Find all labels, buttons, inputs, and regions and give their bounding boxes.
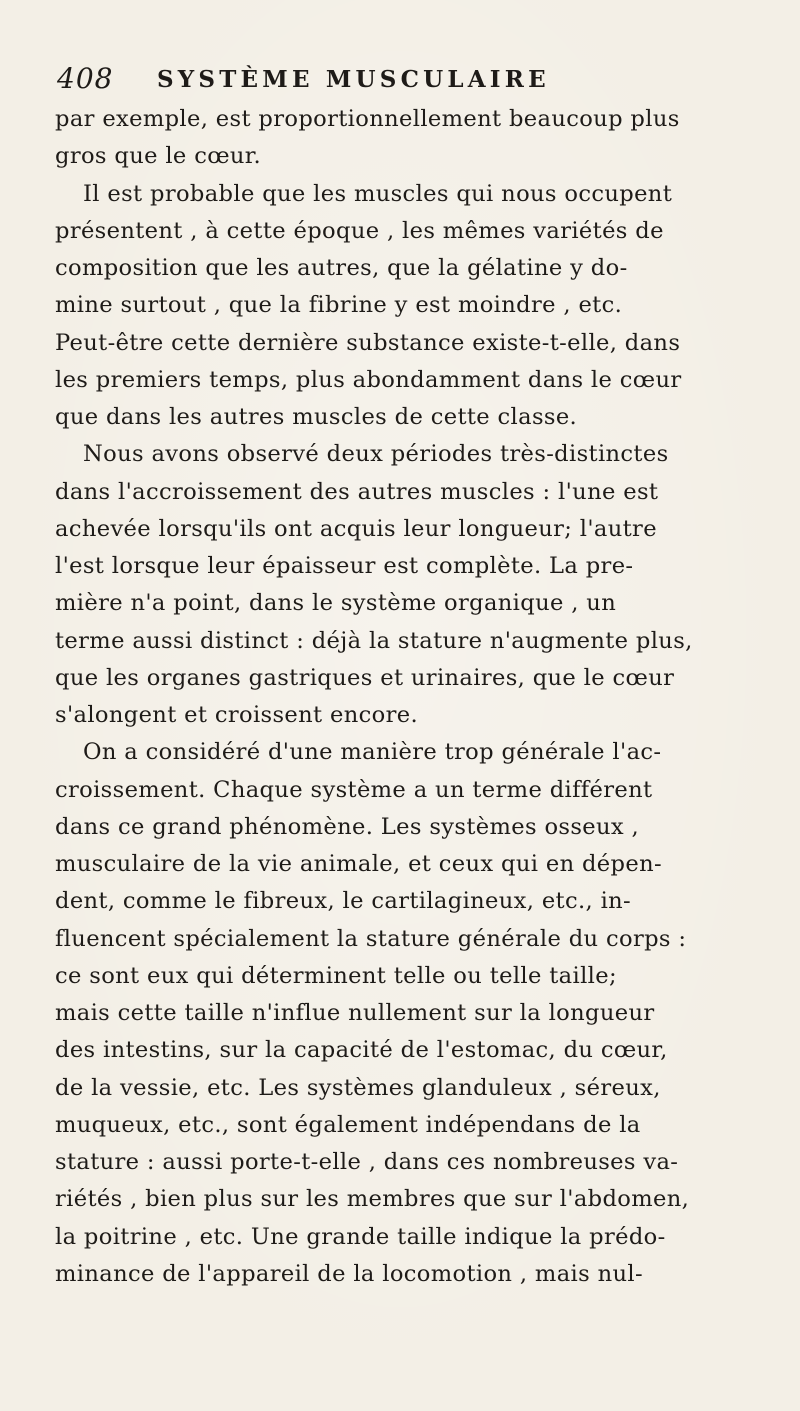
text-line: musculaire de la vie animale, et ceux qui en dépen- bbox=[55, 851, 662, 877]
text-line: la poitrine , etc. Une grande taille indique la prédo- bbox=[55, 1223, 666, 1250]
text-line: achevée lorsqu'ils ont acquis leur longueur; l'autre bbox=[55, 515, 657, 542]
text-line: fluencent spécialement la stature générale du corps : bbox=[55, 925, 687, 952]
body-text bbox=[55, 101, 760, 1293]
text-line: l'est lorsque leur épaisseur est complète. La pre- bbox=[55, 553, 634, 579]
text-line: composition que les autres, que la gélatine y do- bbox=[55, 255, 628, 281]
text-line: s'alongent et croissent encore. bbox=[55, 702, 418, 728]
text-line: croissement. Chaque système a un terme différent bbox=[55, 776, 653, 803]
text-line: des intestins, sur la capacité de l'estomac, du cœur, bbox=[55, 1037, 668, 1064]
paragraph-start-line: On a considéré d'une manière trop générale l'ac- bbox=[83, 739, 662, 766]
text-line: présentent , à cette époque , les mêmes variétés de bbox=[55, 217, 664, 244]
running-title: SYSTÈME MUSCULAIRE bbox=[157, 66, 550, 93]
text-line: que les organes gastriques et urinaires, que le cœur bbox=[55, 664, 675, 691]
text-line: Peut-être cette dernière substance existe-t-elle, dans bbox=[55, 329, 681, 356]
text-line: par exemple, est proportionnellement beaucoup plus bbox=[55, 106, 680, 132]
page-header bbox=[57, 62, 757, 102]
text-line: stature : aussi porte-t-elle , dans ces nombreuses va- bbox=[55, 1149, 679, 1175]
text-line: dans ce grand phénomène. Les systèmes osseux , bbox=[55, 813, 640, 840]
text-line: mine surtout , que la fibrine y est moindre , etc. bbox=[55, 292, 623, 319]
text-line: de la vessie, etc. Les systèmes glanduleux , séreux, bbox=[55, 1074, 661, 1101]
text-line: dans l'accroissement des autres muscles : l'une est bbox=[55, 478, 659, 505]
text-line: les premiers temps, plus abondamment dans le cœur bbox=[55, 366, 682, 393]
text-line: dent, comme le fibreux, le cartilagineux, etc., in- bbox=[55, 888, 632, 915]
text-line: minance de l'appareil de la locomotion , mais nul- bbox=[55, 1260, 643, 1287]
text-line: mière n'a point, dans le système organique , un bbox=[55, 590, 617, 617]
text-line: terme aussi distinct : déjà la stature n'augmente plus, bbox=[55, 627, 693, 654]
text-line: muqueux, etc., sont également indépendans de la bbox=[55, 1111, 641, 1138]
page-number: 408 bbox=[57, 62, 114, 95]
text-line: que dans les autres muscles de cette classe. bbox=[55, 404, 578, 430]
paragraph-start-line: Nous avons observé deux périodes très-distinctes bbox=[83, 441, 669, 468]
paragraph-start-line: Il est probable que les muscles qui nous occupent bbox=[83, 180, 673, 207]
text-line: riétés , bien plus sur les membres que sur l'abdomen, bbox=[55, 1186, 690, 1213]
text-line: gros que le cœur. bbox=[55, 143, 261, 170]
text-line: mais cette taille n'influe nullement sur la longueur bbox=[55, 1000, 655, 1026]
text-line: ce sont eux qui déterminent telle ou telle taille; bbox=[55, 962, 617, 989]
